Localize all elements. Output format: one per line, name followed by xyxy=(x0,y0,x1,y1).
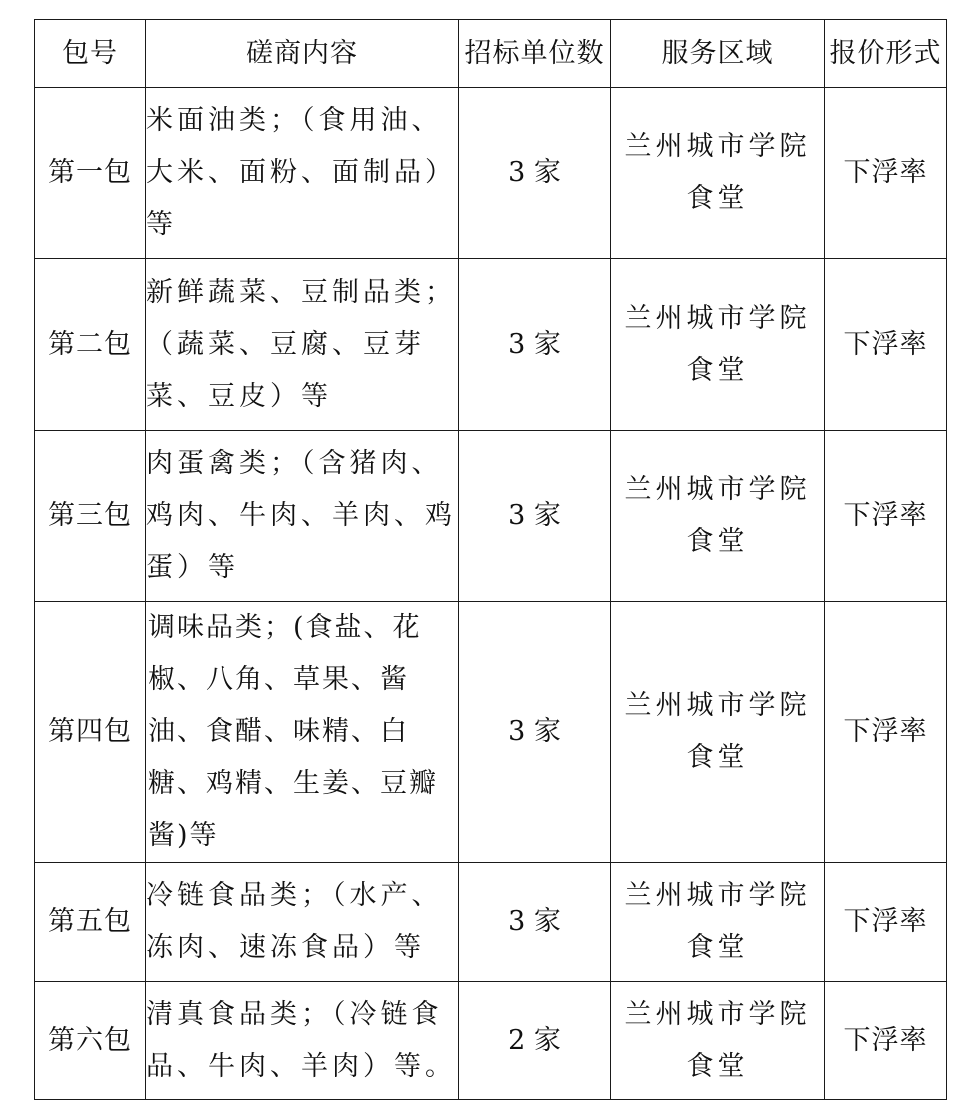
content-cell: 调味品类；(食盐、花椒、八角、草果、酱油、食醋、味精、白糖、鸡精、生姜、豆瓣酱)等 xyxy=(146,602,459,863)
package-cell: 第二包 xyxy=(35,259,146,431)
area-cell: 兰州城市学院食堂 xyxy=(611,88,825,259)
count-cell: 3 家 xyxy=(459,88,611,259)
content-cell: 清真食品类；（冷链食品、牛肉、羊肉）等。 xyxy=(146,982,459,1100)
table-row xyxy=(35,863,947,982)
area-cell: 兰州城市学院食堂 xyxy=(611,259,825,431)
package-cell: 第四包 xyxy=(35,602,146,863)
quote-cell: 下浮率 xyxy=(825,602,947,863)
table-row xyxy=(35,431,947,602)
package-cell: 第三包 xyxy=(35,431,146,602)
count-cell: 3 家 xyxy=(459,259,611,431)
package-cell: 第一包 xyxy=(35,88,146,259)
package-cell: 第六包 xyxy=(35,982,146,1100)
procurement-table xyxy=(34,19,947,1100)
quote-cell: 下浮率 xyxy=(825,431,947,602)
header-package: 包号 xyxy=(35,20,146,88)
quote-cell: 下浮率 xyxy=(825,863,947,982)
quote-cell: 下浮率 xyxy=(825,259,947,431)
content-cell: 肉蛋禽类；（含猪肉、鸡肉、牛肉、羊肉、鸡蛋）等 xyxy=(146,431,459,602)
package-cell: 第五包 xyxy=(35,863,146,982)
area-cell: 兰州城市学院食堂 xyxy=(611,982,825,1100)
table-row xyxy=(35,88,947,259)
quote-cell: 下浮率 xyxy=(825,982,947,1100)
header-content: 磋商内容 xyxy=(146,20,459,88)
header-area: 服务区域 xyxy=(611,20,825,88)
content-cell: 米面油类；（食用油、大米、面粉、面制品）等 xyxy=(146,88,459,259)
table-row xyxy=(35,259,947,431)
count-cell: 3 家 xyxy=(459,602,611,863)
area-cell: 兰州城市学院食堂 xyxy=(611,863,825,982)
header-count: 招标单位数 xyxy=(459,20,611,88)
content-cell: 新鲜蔬菜、豆制品类；（蔬菜、豆腐、豆芽菜、豆皮）等 xyxy=(146,259,459,431)
quote-cell: 下浮率 xyxy=(825,88,947,259)
content-cell: 冷链食品类；（水产、冻肉、速冻食品）等 xyxy=(146,863,459,982)
count-cell: 3 家 xyxy=(459,431,611,602)
table-row xyxy=(35,602,947,863)
table-header-row xyxy=(35,20,947,88)
count-cell: 3 家 xyxy=(459,863,611,982)
area-cell: 兰州城市学院食堂 xyxy=(611,602,825,863)
area-cell: 兰州城市学院食堂 xyxy=(611,431,825,602)
count-cell: 2 家 xyxy=(459,982,611,1100)
header-quote: 报价形式 xyxy=(825,20,947,88)
